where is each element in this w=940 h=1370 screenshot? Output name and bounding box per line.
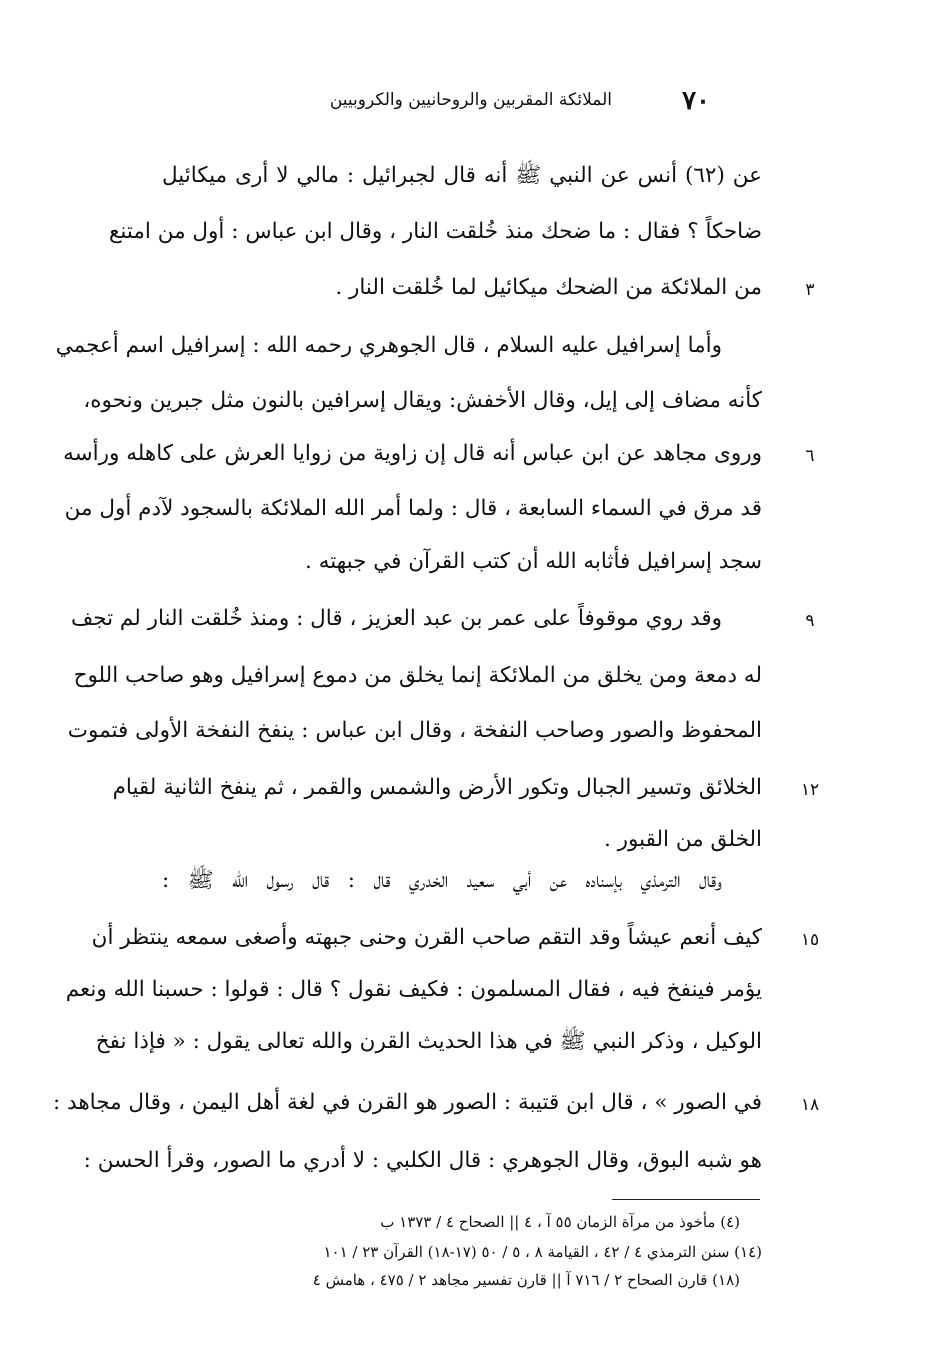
footnote-divider (612, 1199, 760, 1200)
text-line: وقال الترمذي بإسناده عن أبي سعيد الخدري قال : قال رسول الله ﷺ : (162, 868, 722, 893)
text-line: كأنه مضاف إلى إيل، وقال الأخفش: ويقال إسرافين بالنون مثل جبرين ونحوه، (83, 388, 762, 413)
line-number: ٣ (805, 280, 815, 300)
text-line: الخلائق وتسير الجبال وتكور الأرض والشمس والقمر ، ثم ينفخ الثانية لقيام (112, 775, 762, 800)
line-number: ١٥ (800, 930, 820, 950)
text-line: وروى مجاهد عن ابن عباس أنه قال إن زاوية من زوايا العرش على كاهله ورأسه (63, 441, 762, 466)
text-line: وقد روي موقوفاً على عمر بن عبد العزيز ، قال : ومنذ خُلقت النار لم تجف (70, 606, 722, 631)
text-line: يؤمر فينفخ فيه ، فقال المسلمون : فكيف نقول ؟ قال : قولوا : حسبنا الله ونعم (65, 977, 762, 1002)
text-line: كيف أنعم عيشاً وقد التقم صاحب القرن وحنى جبهته وأصغى سمعه ينتظر أن (91, 925, 762, 950)
footnote: (٤) مأخوذ من مرآة الزمان ٥٥ آ ، ٤ || الصحاح ٤ / ١٣٧٣ ب (380, 1213, 740, 1231)
text-line: قد مرق في السماء السابعة ، قال : ولما أمر الله الملائكة بالسجود لآدم أول من (64, 496, 762, 521)
footnote: (١٨) قارن الصحاح ٢ / ٧١٦ آ || قارن تفسير مجاهد ٢ / ٤٧٥ ، هامش ٤ (312, 1271, 740, 1289)
text-line: وأما إسرافيل عليه السلام ، قال الجوهري رحمه الله : إسرافيل اسم أعجمي (55, 333, 722, 358)
text-line: الوكيل ، وذكر النبي ﷺ في هذا الحديث القرن والله تعالى يقول : « فإذا نفخ (95, 1029, 762, 1054)
running-title: الملائكة المقربين والروحانيين والكروبيين (329, 90, 612, 110)
text-line: له دمعة ومن يخلق من الملائكة إنما يخلق من دموع إسرافيل وهو صاحب اللوح (73, 663, 762, 688)
line-number: ١٢ (800, 780, 820, 800)
text-line: من الملائكة من الضحك ميكائيل لما خُلقت النار . (335, 275, 762, 300)
text-line: ضاحكاً ؟ فقال : ما ضحك منذ خُلقت النار ، وقال ابن عباس : أول من امتنع (108, 219, 762, 244)
line-number: ١٨ (800, 1095, 820, 1115)
text-line: المحفوظ والصور وصاحب النفخة ، وقال ابن عباس : ينفخ النفخة الأولى فتموت (67, 718, 762, 743)
text-line: هو شبه البوق، وقال الجوهري : قال الكلبي : لا أدري ما الصور، وقرأ الحسن : (83, 1148, 762, 1173)
text-line: في الصور » ، قال ابن قتيبة : الصور هو القرن في لغة أهل اليمن ، وقال مجاهد : (52, 1090, 762, 1115)
line-number: ٩ (805, 611, 815, 631)
text-line: سجد إسرافيل فأثابه الله أن كتب القرآن في جبهته . (305, 549, 762, 574)
footnote: (١٤) سنن الترمذي ٤ / ٤٢ ، القيامة ٨ ، ٥ / ٥٠ (١٧-١٨) القرآن ٢٣ / ١٠١ (323, 1243, 762, 1261)
line-number: ٦ (805, 446, 815, 466)
page-header (250, 86, 710, 116)
page-number: ٧٠ (682, 86, 710, 116)
text-line: عن (٦٢) أنس عن النبي ﷺ أنه قال لجبرائيل : مالي لا أرى ميكائيل (162, 163, 762, 188)
text-line: الخلق من القبور . (603, 827, 762, 852)
